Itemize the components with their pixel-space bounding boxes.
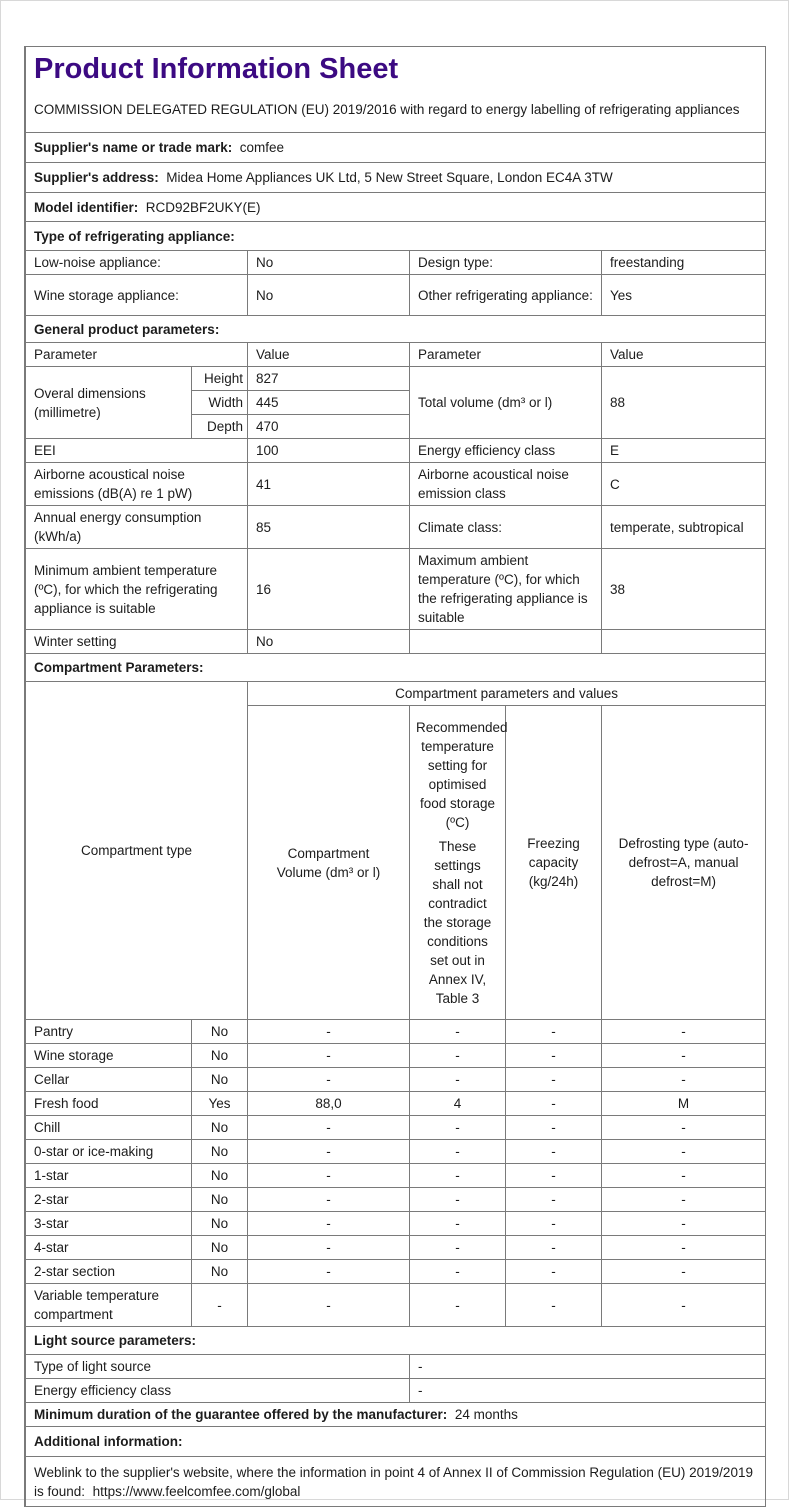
weblink-text: Weblink to the supplier's website, where the information in point 4 of Annex II of Commission Regulation (EU) 2019/2019 is found: xyxy=(34,1464,753,1499)
supplier-name-row xyxy=(26,133,766,163)
compartment-freezing: - xyxy=(506,1020,602,1044)
compartment-freezing: - xyxy=(506,1236,602,1260)
compartment-present: No xyxy=(192,1140,248,1164)
gp-label: Maximum ambient temperature (ºC), for which the refrigerating appliance is suitable xyxy=(410,549,602,630)
gp-value: No xyxy=(248,630,410,654)
cp-header-freezing: Freezing capacity (kg/24h) xyxy=(506,706,602,1020)
height-value: 827 xyxy=(248,367,410,391)
compartment-row xyxy=(26,1020,766,1044)
gp-value: 85 xyxy=(248,506,410,549)
compartment-volume: 88,0 xyxy=(248,1092,410,1116)
compartment-volume: - xyxy=(248,1164,410,1188)
compartment-freezing: - xyxy=(506,1092,602,1116)
light-source-table xyxy=(25,1326,766,1507)
compartment-freezing: - xyxy=(506,1212,602,1236)
width-label: Width xyxy=(192,391,248,415)
total-volume-value: 88 xyxy=(602,367,766,439)
general-heading: General product parameters: xyxy=(26,316,766,343)
depth-value: 470 xyxy=(248,415,410,439)
supplier-address-value: Midea Home Appliances UK Ltd, 5 New Street Square, London EC4A 3TW xyxy=(166,170,613,185)
gp-label: Airborne acoustical noise emissions (dB(A) re 1 pW) xyxy=(26,463,248,506)
compartment-temp: - xyxy=(410,1116,506,1140)
compartment-volume: - xyxy=(248,1140,410,1164)
compartment-temp: - xyxy=(410,1020,506,1044)
type-label: Wine storage appliance: xyxy=(26,275,248,316)
type-value: No xyxy=(248,275,410,316)
compartment-present: No xyxy=(192,1188,248,1212)
light-label: Type of light source xyxy=(26,1355,410,1379)
light-heading: Light source parameters: xyxy=(26,1327,766,1355)
cp-header-type: Compartment type xyxy=(26,682,248,1020)
additional-heading: Additional information: xyxy=(26,1427,766,1457)
compartment-temp: - xyxy=(410,1140,506,1164)
compartment-present: No xyxy=(192,1020,248,1044)
compartment-present: No xyxy=(192,1068,248,1092)
compartment-name: 1-star xyxy=(26,1164,192,1188)
compartment-defrost: - xyxy=(602,1260,766,1284)
compartment-volume: - xyxy=(248,1188,410,1212)
compartment-row xyxy=(26,1284,766,1327)
model-label: Model identifier: xyxy=(34,199,139,215)
compartment-defrost: - xyxy=(602,1116,766,1140)
compartment-volume: - xyxy=(248,1212,410,1236)
compartment-row xyxy=(26,1164,766,1188)
compartment-defrost: - xyxy=(602,1164,766,1188)
compartment-present: No xyxy=(192,1116,248,1140)
compartment-temp: 4 xyxy=(410,1092,506,1116)
cp-header-volume: Compartment Volume (dm³ or l) xyxy=(248,706,410,1020)
total-volume-label: Total volume (dm³ or l) xyxy=(410,367,602,439)
compartment-heading: Compartment Parameters: xyxy=(26,654,766,682)
compartment-volume: - xyxy=(248,1284,410,1327)
compartment-volume: - xyxy=(248,1020,410,1044)
cp-header-defrost: Defrosting type (auto-defrost=A, manual defrost=M) xyxy=(602,706,766,1020)
compartment-volume: - xyxy=(248,1260,410,1284)
compartment-defrost: - xyxy=(602,1284,766,1327)
compartment-name: 3-star xyxy=(26,1212,192,1236)
compartment-present: - xyxy=(192,1284,248,1327)
compartment-volume: - xyxy=(248,1044,410,1068)
gp-value: 100 xyxy=(248,439,410,463)
supplier-name-value: comfee xyxy=(239,140,285,155)
compartment-freezing: - xyxy=(506,1284,602,1327)
compartment-temp: - xyxy=(410,1260,506,1284)
compartment-name: Fresh food xyxy=(26,1092,192,1116)
compartment-volume: - xyxy=(248,1116,410,1140)
gp-value: temperate, subtropical xyxy=(602,506,766,549)
gp-value: C xyxy=(602,463,766,506)
supplier-name-label: Supplier's name or trade mark: xyxy=(34,140,233,155)
cp-header-temp xyxy=(410,706,506,1020)
compartment-present: Yes xyxy=(192,1092,248,1116)
gp-label: Winter setting xyxy=(26,630,248,654)
compartment-defrost: - xyxy=(602,1068,766,1092)
compartment-present: No xyxy=(192,1236,248,1260)
type-label: Other refrigerating appliance: xyxy=(410,275,602,316)
compartment-name: Cellar xyxy=(26,1068,192,1092)
compartment-row xyxy=(26,1212,766,1236)
compartment-defrost: - xyxy=(602,1044,766,1068)
compartment-row xyxy=(26,1140,766,1164)
compartment-freezing: - xyxy=(506,1044,602,1068)
gp-label: Annual energy consumption (kWh/a) xyxy=(26,506,248,549)
gp-value: 41 xyxy=(248,463,410,506)
compartment-temp: - xyxy=(410,1044,506,1068)
compartment-freezing: - xyxy=(506,1068,602,1092)
cp-header-temp-note: These settings shall not contradict the storage conditions set out in Annex IV, Table 3 xyxy=(423,838,492,1006)
supplier-address-label: Supplier's address: xyxy=(34,170,159,185)
guarantee-label: Minimum duration of the guarantee offered by the manufacturer: xyxy=(34,1407,448,1422)
compartment-name: Chill xyxy=(26,1116,192,1140)
compartment-table xyxy=(25,681,766,1327)
guarantee-row xyxy=(26,1403,766,1427)
height-label: Height xyxy=(192,367,248,391)
compartment-defrost: - xyxy=(602,1236,766,1260)
compartment-row xyxy=(26,1260,766,1284)
compartment-freezing: - xyxy=(506,1188,602,1212)
compartment-name: Wine storage xyxy=(26,1044,192,1068)
compartment-name: 2-star xyxy=(26,1188,192,1212)
compartment-present: No xyxy=(192,1044,248,1068)
page-title: Product Information Sheet xyxy=(26,47,766,89)
type-value: freestanding xyxy=(602,251,766,275)
compartment-defrost: - xyxy=(602,1188,766,1212)
compartment-temp: - xyxy=(410,1068,506,1092)
compartment-row xyxy=(26,1092,766,1116)
type-heading: Type of refrigerating appliance: xyxy=(26,222,766,251)
gp-label: Climate class: xyxy=(410,506,602,549)
compartment-row xyxy=(26,1068,766,1092)
product-information-sheet xyxy=(24,46,766,1507)
gp-label xyxy=(410,630,602,654)
compartment-volume: - xyxy=(248,1236,410,1260)
gp-header-parameter: Parameter xyxy=(26,343,248,367)
width-value: 445 xyxy=(248,391,410,415)
gp-label: Energy efficiency class xyxy=(410,439,602,463)
gp-value: E xyxy=(602,439,766,463)
gp-value xyxy=(602,630,766,654)
compartment-row xyxy=(26,1188,766,1212)
compartment-present: No xyxy=(192,1164,248,1188)
compartment-temp: - xyxy=(410,1284,506,1327)
gp-label: EEI xyxy=(26,439,248,463)
light-label: Energy efficiency class xyxy=(26,1379,410,1403)
compartment-freezing: - xyxy=(506,1140,602,1164)
compartment-name: 0-star or ice-making xyxy=(26,1140,192,1164)
compartment-rows xyxy=(26,1020,766,1327)
light-value: - xyxy=(410,1355,766,1379)
type-label: Low-noise appliance: xyxy=(26,251,248,275)
supplier-address-row xyxy=(26,163,766,193)
regulation-text: COMMISSION DELEGATED REGULATION (EU) 2019/2016 with regard to energy labelling of refrigerating appliances xyxy=(26,89,766,133)
compartment-temp: - xyxy=(410,1212,506,1236)
compartment-present: No xyxy=(192,1212,248,1236)
type-label: Design type: xyxy=(410,251,602,275)
model-value: RCD92BF2UKY(E) xyxy=(145,199,261,215)
header-table xyxy=(25,47,766,251)
guarantee-value: 24 months xyxy=(454,1407,518,1422)
compartment-defrost: - xyxy=(602,1140,766,1164)
compartment-row xyxy=(26,1044,766,1068)
compartment-name: Variable temperature compartment xyxy=(26,1284,192,1327)
gp-value: 38 xyxy=(602,549,766,630)
compartment-present: No xyxy=(192,1260,248,1284)
compartment-defrost: - xyxy=(602,1020,766,1044)
depth-label: Depth xyxy=(192,415,248,439)
compartment-row xyxy=(26,1116,766,1140)
compartment-freezing: - xyxy=(506,1260,602,1284)
type-value: No xyxy=(248,251,410,275)
gp-header-parameter: Parameter xyxy=(410,343,602,367)
gp-label: Airborne acoustical noise emission class xyxy=(410,463,602,506)
dimensions-label: Overal dimensions (millimetre) xyxy=(26,367,192,439)
compartment-defrost: M xyxy=(602,1092,766,1116)
compartment-defrost: - xyxy=(602,1212,766,1236)
type-value: Yes xyxy=(602,275,766,316)
gp-label: Minimum ambient temperature (ºC), for which the refrigerating appliance is suitable xyxy=(26,549,248,630)
compartment-name: 4-star xyxy=(26,1236,192,1260)
cp-header-group: Compartment parameters and values xyxy=(248,682,766,706)
compartment-freezing: - xyxy=(506,1116,602,1140)
general-parameters-table xyxy=(25,250,766,682)
gp-header-value: Value xyxy=(602,343,766,367)
compartment-volume: - xyxy=(248,1068,410,1092)
gp-value: 16 xyxy=(248,549,410,630)
compartment-row xyxy=(26,1236,766,1260)
light-value: - xyxy=(410,1379,766,1403)
model-row xyxy=(26,193,766,222)
compartment-temp: - xyxy=(410,1236,506,1260)
gp-header-value: Value xyxy=(248,343,410,367)
compartment-freezing: - xyxy=(506,1164,602,1188)
weblink-row xyxy=(26,1457,766,1507)
compartment-temp: - xyxy=(410,1188,506,1212)
compartment-name: Pantry xyxy=(26,1020,192,1044)
compartment-name: 2-star section xyxy=(26,1260,192,1284)
cp-header-temp-text: Recommended temperature setting for optimised food storage (ºC) xyxy=(416,719,508,830)
compartment-temp: - xyxy=(410,1164,506,1188)
weblink-url[interactable]: https://www.feelcomfee.com/global xyxy=(92,1483,301,1499)
